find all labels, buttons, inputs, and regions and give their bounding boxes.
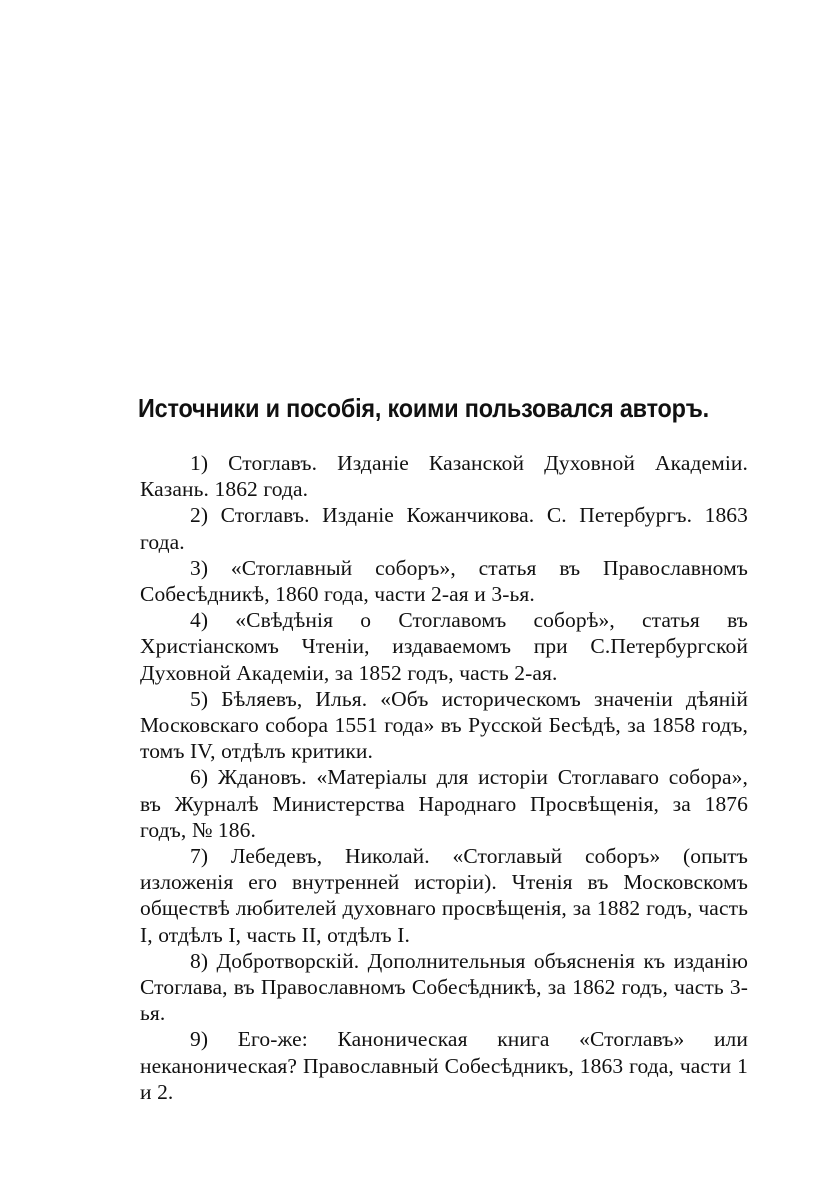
source-entry-1: 1) Стоглавъ. Изданіе Казанской Духовной Академіи. Казань. 1862 года. (140, 451, 748, 502)
source-entry-8: 8) Добротворскій. Дополнительныя объясненія къ изданію Стоглава, въ Православномъ Собесѣдникѣ, за 1862 годъ, часть 3-ья. (140, 948, 748, 1026)
source-entry-5: 5) Бѣляевъ, Илья. «Объ историческомъ значеніи дѣяній Московскаго собора 1551 года» въ Русской Бесѣдѣ, за 1858 годъ, томъ IV, отдѣлъ критики. (140, 686, 748, 764)
source-entry-6: 6) Ждановъ. «Матеріалы для исторіи Стоглаваго собора», въ Журналѣ Министерства Народнаго Просвѣщенія, за 1876 годъ, № 186. (140, 765, 748, 842)
source-entry-4: 4) «Свѣдѣнія о Стоглавомъ соборѣ», статья въ Христіанскомъ Чтеніи, издаваемомъ при С.Петербургской Духовной Академіи, за 1852 годъ, часть 2-ая. (140, 608, 748, 685)
source-entry-9: 9) Его-же: Каноническая книга «Стоглавъ» или неканоническая? Православный Собесѣдникъ, 1863 года, части 1 и 2. (140, 1027, 748, 1104)
sources-list (140, 450, 748, 1105)
source-entry-3: 3) «Стоглавный соборъ», статья въ Православномъ Собесѣдникѣ, 1860 года, части 2-ая и 3-ья. (140, 555, 748, 607)
page-heading: Источники и пособія, коими пользовался авторъ. (138, 393, 709, 423)
source-entry-2: 2) Стоглавъ. Изданіе Кожанчикова. С. Петербургъ. 1863 года. (140, 503, 748, 554)
source-entry-7: 7) Лебедевъ, Николай. «Стоглавый соборъ» (опытъ изложенія его внутренней исторіи). Чтенія въ Московскомъ обществѣ любителей духовнаго просвѣщенія, за 1882 годъ, часть I, отдѣлъ I, часть II, отдѣлъ I. (140, 844, 748, 947)
